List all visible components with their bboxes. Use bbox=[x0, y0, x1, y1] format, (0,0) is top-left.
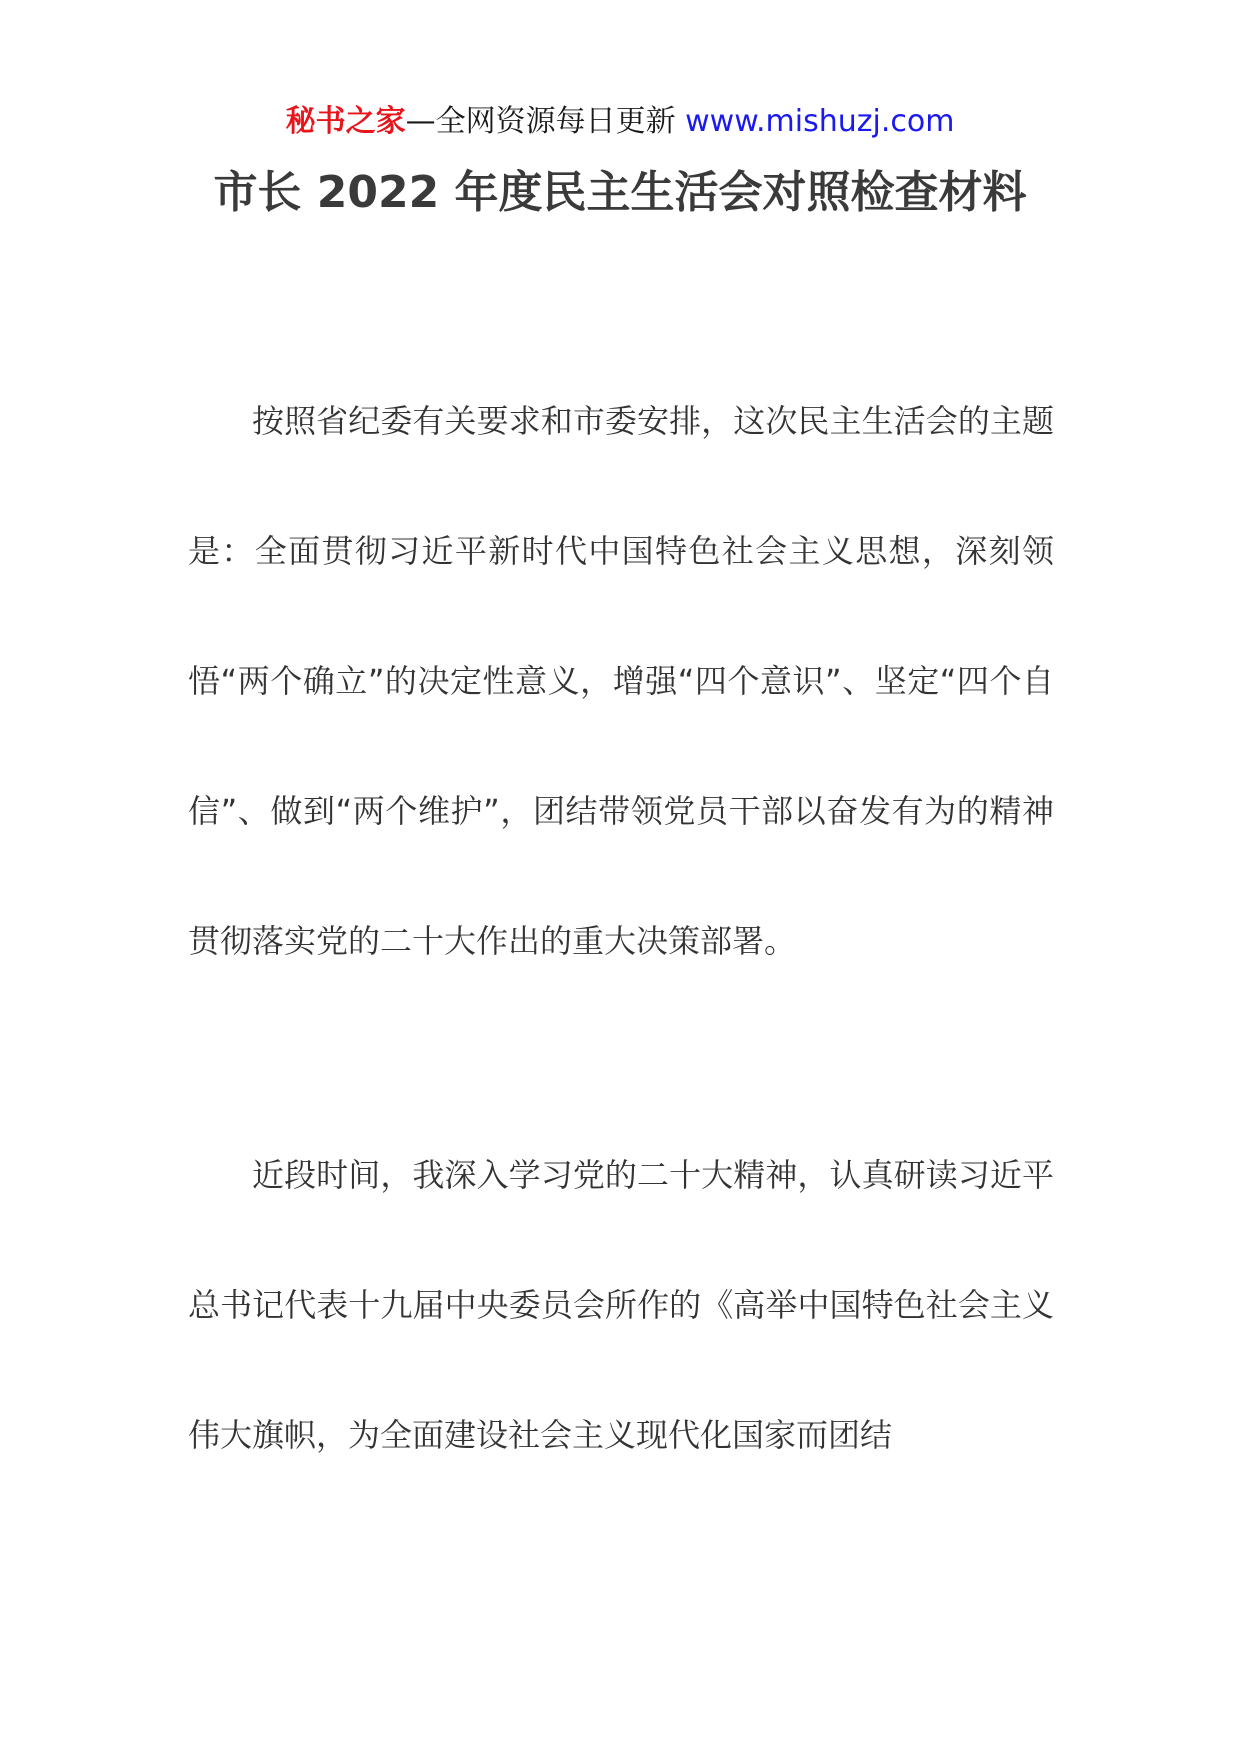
body-paragraph: 近段时间，我深入学习党的二十大精神，认真研读习近平总书记代表十九届中央委员会所作的《高举中国特色社会主义伟大旗帜，为全面建设社会主义现代化国家而团结 bbox=[188, 1156, 1054, 1454]
body-paragraph: 按照省纪委有关要求和市委安排，这次民主生活会的主题是：全面贯彻习近平新时代中国特色社会主义思想，深刻领悟“两个确立”的决定性意义，增强“四个意识”、坚定“四个自信”、做到“两个维护”，团结带领党员干部以奋发有为的精神贯彻落实党的二十大作出的重大决策部署。 bbox=[188, 402, 1054, 960]
site-slogan: —全网资源每日更新 bbox=[405, 104, 676, 139]
site-url-link[interactable]: www.mishuzj.com bbox=[685, 104, 955, 139]
document-title: 市长 2022 年度民主生活会对照检查材料 bbox=[213, 167, 1027, 218]
site-header bbox=[0, 100, 1240, 144]
brand-name: 秘书之家 bbox=[285, 104, 406, 139]
